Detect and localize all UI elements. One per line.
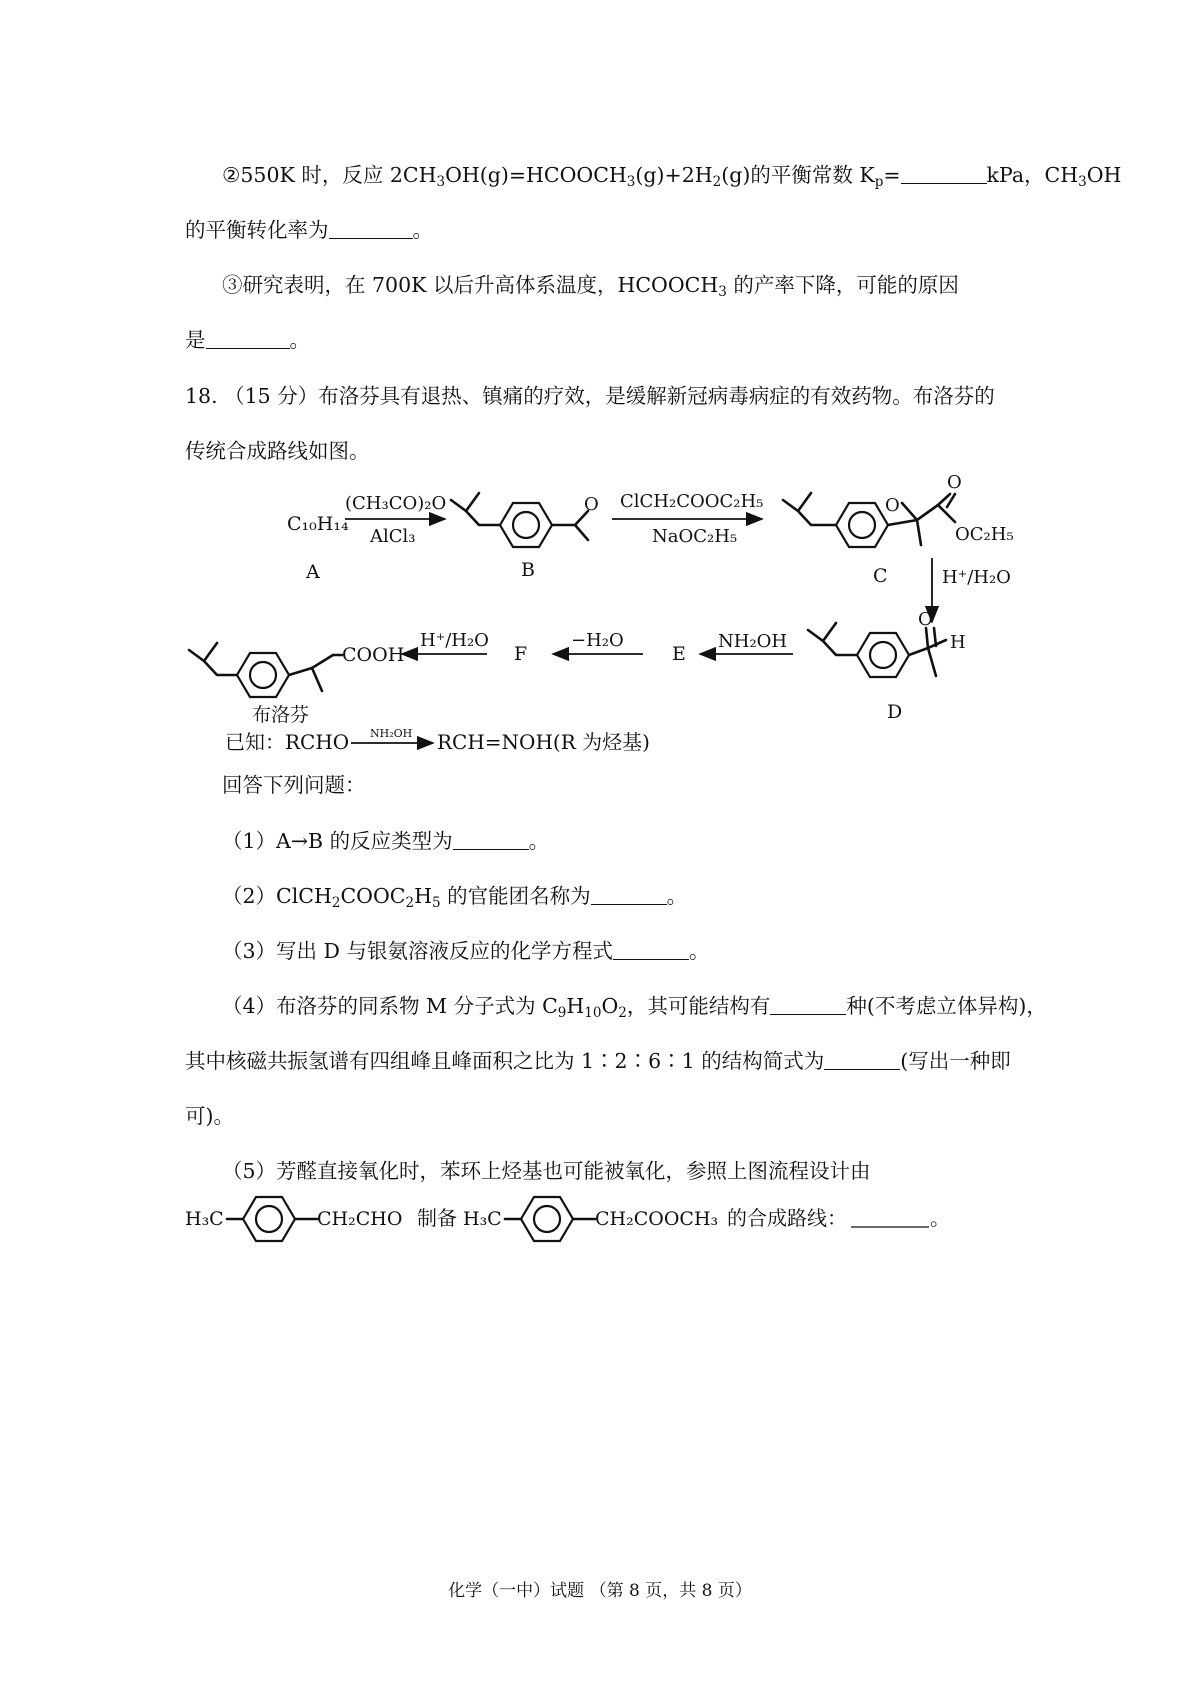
reagent-hydrolysis-2: H⁺/H₂O xyxy=(420,630,489,651)
atom-o-epoxide: O xyxy=(885,495,900,516)
atom-o: O xyxy=(918,609,933,630)
known-reaction-right: RCH=NOH(R 为烃基) xyxy=(437,730,650,754)
reagent-acetic-anhydride: (CH₃CO)₂O xyxy=(345,493,447,514)
q17-part2-line1: ②550K 时，反应 $2CH_3OH(g)=HCOOCH_3(g)+2H_2(g)$的平衡常数 $K_p=$ kPa，$CH_3OH$ xyxy=(222,163,1122,191)
label-D: D xyxy=(887,701,903,723)
q17-part2-line2: 的平衡转化率为 。 xyxy=(185,218,433,242)
formula-c10h14: C₁₀H₁₄ xyxy=(287,513,349,535)
label-A: A xyxy=(306,561,320,583)
answer-blank[interactable] xyxy=(770,1013,846,1015)
answer-blank[interactable] xyxy=(824,1068,900,1070)
route-prompt: 的合成路线： xyxy=(727,1206,847,1230)
group-ch2cooch3: CH₂COOCH₃ xyxy=(595,1208,719,1230)
molecule-C xyxy=(783,472,1014,547)
atom-o-carbonyl: O xyxy=(947,472,962,493)
known-reaction-left: 已知：RCHO xyxy=(225,730,350,754)
reagent-hydroxylamine: NH₂OH xyxy=(718,631,788,652)
benzene-ring-right xyxy=(521,1197,573,1241)
page-footer: 化学（一中）试题 （第 8 页，共 8 页） xyxy=(448,1581,752,1601)
subquestion-1: （1）A→B 的反应类型为 。 xyxy=(222,829,550,853)
reagent-ethyl-chloroacetate: ClCH₂COOC₂H₅ xyxy=(620,491,764,512)
word-prepare: 制备 xyxy=(417,1206,457,1230)
q18-intro-line2: 传统合成路线如图。 xyxy=(185,439,370,463)
reagent-naoet: NaOC₂H₅ xyxy=(652,526,738,547)
molecule-B xyxy=(451,493,599,547)
q17-part3-line1: ③研究表明，在 700K 以后升高体系温度，$HCOOCH_3$ 的产率下降，可能的原因 xyxy=(222,273,959,301)
subquestion-5-structures xyxy=(0,1180,1200,1250)
group-oc2h5: OC₂H₅ xyxy=(955,524,1014,545)
subquestion-4-line3: 可)。 xyxy=(185,1104,234,1128)
label-B: B xyxy=(521,559,535,581)
answer-blank[interactable] xyxy=(613,958,689,960)
known-reagent: NH₂OH xyxy=(370,727,413,740)
label-F: F xyxy=(514,643,528,665)
atom-h: H xyxy=(950,632,966,653)
label-C: C xyxy=(873,565,888,587)
subquestion-4-line2: 其中核磁共振氢谱有四组峰且峰面积之比为 1∶2∶6∶1 的结构简式为 (写出一种即 xyxy=(185,1049,1011,1073)
group-cooh: COOH xyxy=(342,644,405,666)
subquestion-2: $(2)ClCH_2COOC_2H_5$ 的官能团名称为 。 xyxy=(222,884,688,912)
synthesis-scheme xyxy=(0,0,1200,770)
route-end: 。 xyxy=(930,1206,950,1230)
label-ibuprofen: 布洛芬 xyxy=(252,704,310,726)
reagent-alcl3: AlCl₃ xyxy=(370,526,416,547)
reagent-dehydration: −H₂O xyxy=(571,630,624,651)
answer-prompt: 回答下列问题： xyxy=(222,773,366,797)
group-ch2cho: CH₂CHO xyxy=(317,1208,403,1230)
group-h3c-left: H₃C xyxy=(185,1208,224,1230)
q17-part3-line2: 是 。 xyxy=(185,328,310,352)
reagent-hydrolysis: H⁺/H₂O xyxy=(942,567,1011,588)
subquestion-4-line1: （4）布洛芬的同系物 M 分子式为 $C_9H_{10}O_2$，其可能结构有 种(不考虑立体异构)， xyxy=(222,994,1047,1022)
subquestion-5-line1: （5）芳醛直接氧化时，苯环上烃基也可能被氧化，参照上图流程设计由 xyxy=(222,1159,871,1183)
q18-intro-line1: 18. （15 分）布洛芬具有退热、镇痛的疗效，是缓解新冠病毒病症的有效药物。布洛芬的 xyxy=(185,384,995,408)
answer-blank[interactable] xyxy=(591,903,667,905)
answer-blank[interactable] xyxy=(453,848,529,850)
molecule-D xyxy=(808,609,966,677)
atom-o: O xyxy=(584,494,599,515)
label-E: E xyxy=(672,643,686,665)
subquestion-3: （3）写出 D 与银氨溶液反应的化学方程式 。 xyxy=(222,939,710,963)
group-h3c-right: H₃C xyxy=(463,1208,502,1230)
molecule-ibuprofen xyxy=(189,643,404,697)
benzene-ring-left xyxy=(243,1197,295,1241)
